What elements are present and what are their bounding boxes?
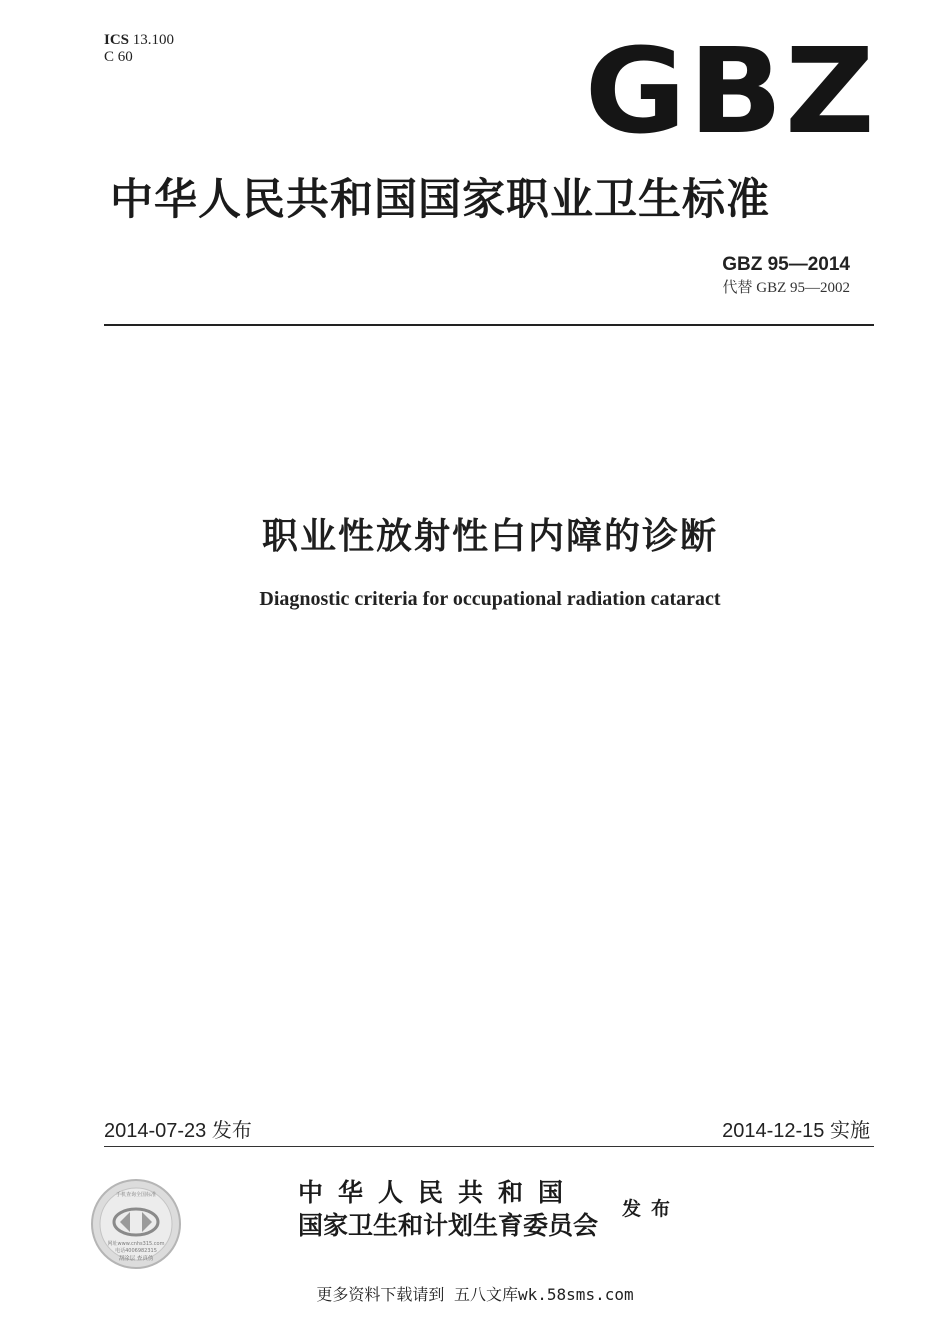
seal-text-verify: 刮涂层 查真伪 [118, 1256, 154, 1262]
standard-number: GBZ 95—2014 [722, 254, 850, 275]
standard-title: 中华人民共和国国家职业卫生标准 [110, 175, 770, 225]
issuer-action: 发布 [622, 1198, 681, 1220]
header-divider [104, 324, 874, 326]
issuer-line-2: 国家卫生和计划生育委员会 [298, 1211, 599, 1240]
ics-value: 13.100 [132, 32, 175, 48]
document-title-en: Diagnostic criteria for occupational radiation cataract [259, 588, 721, 610]
gbz-logo: GBZ [584, 22, 877, 160]
c-value: 60 [117, 49, 133, 65]
seal-text-top: 手机查询全国标准 [115, 1192, 157, 1198]
ics-key: ICS [104, 32, 130, 48]
download-footer: 更多资料下载请到 五八文库wk.58sms.com [316, 1285, 634, 1304]
issuer-block [298, 1176, 598, 1242]
seal-text-phone: 电话4006982315 [115, 1248, 157, 1254]
ics-line [104, 32, 174, 49]
c-key: C [104, 49, 115, 65]
seal-text-website: 网址www.cnhs315.com [107, 1241, 165, 1247]
c-line [104, 49, 174, 66]
publish-date: 2014-07-23 发布 [104, 1120, 252, 1142]
replaces-note: 代替 GBZ 95—2002 [722, 280, 850, 296]
ics-classification [104, 32, 174, 66]
footer-divider [104, 1146, 874, 1147]
implement-date: 2014-12-15 实施 [722, 1120, 870, 1142]
anti-counterfeit-seal-icon [90, 1178, 182, 1270]
issuer-line-1: 中华人民共和国 [298, 1178, 579, 1207]
document-title-cn: 职业性放射性白内障的诊断 [261, 516, 718, 557]
